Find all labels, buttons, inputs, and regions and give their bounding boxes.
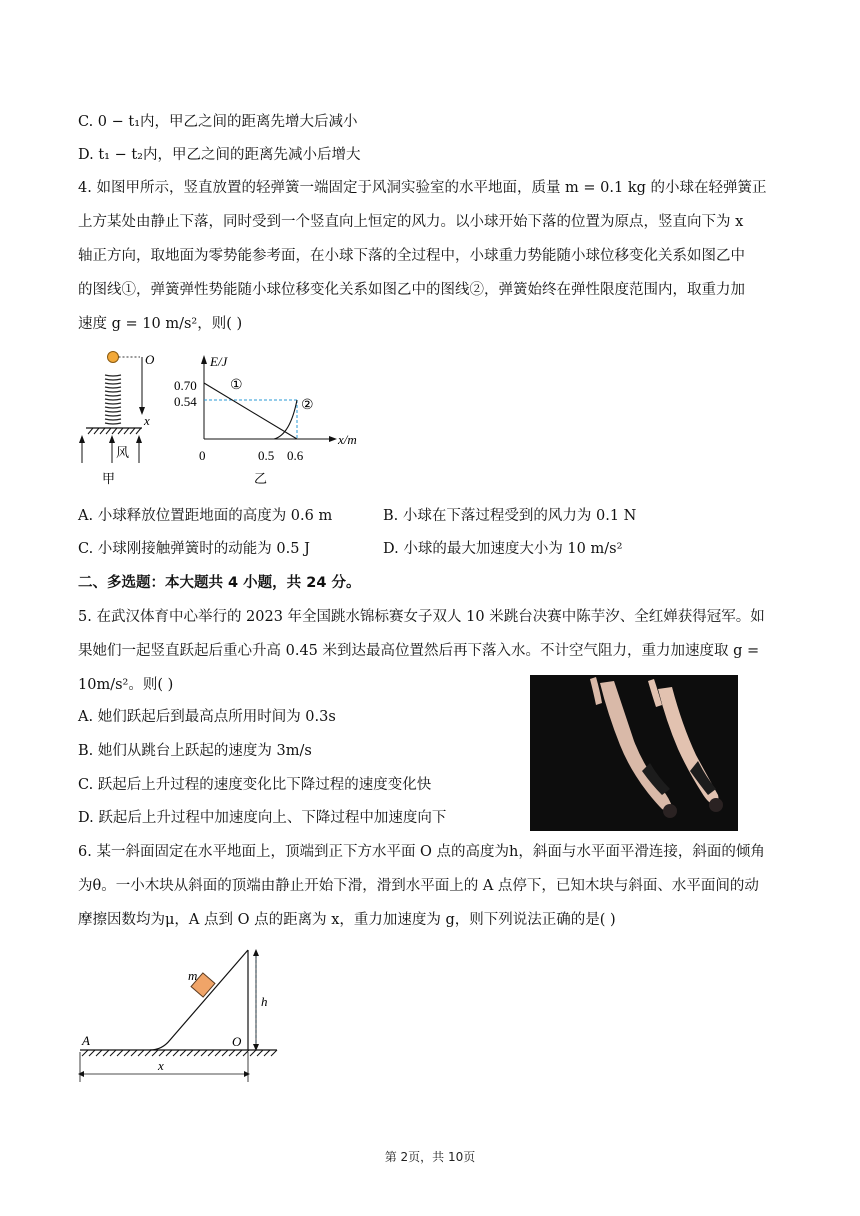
q6-stem-line-1: 6. 某一斜面固定在水平地面上，顶端到正下方水平面 O 点的高度为h，斜面与水平面平滑连接，斜面的倾角	[78, 844, 765, 860]
q4-option-a: A. 小球释放位置距地面的高度为 0.6 m	[78, 508, 333, 524]
ball	[108, 352, 119, 363]
q4-option-d: D. 小球的最大加速度大小为 10 m/s²	[383, 541, 623, 557]
origin-label: 0	[199, 448, 206, 463]
q5-option-d: D. 跃起后上升过程中加速度向上、下降过程中加速度向下	[78, 810, 447, 826]
q6-figure-incline	[72, 940, 292, 1090]
label-o: O	[145, 352, 155, 367]
q6-stem-line-2: 为θ。一小木块从斜面的顶端由静止开始下滑，滑到水平面上的 A 点停下，已知木块与斜面、水平面间的动	[78, 878, 759, 894]
x-tick-06: 0.6	[287, 448, 304, 463]
q4-option-b: B. 小球在下落过程受到的风力为 0.1 N	[383, 508, 637, 524]
q6-stem-line-3: 摩擦因数均为μ，A 点到 O 点的距离为 x，重力加速度为 g，则下列说法正确的是( )	[78, 912, 616, 928]
y-tick-054: 0.54	[174, 394, 197, 409]
label-a: A	[82, 1033, 90, 1048]
q3-option-c: C. 0 − t₁内，甲乙之间的距离先增大后减小	[78, 114, 358, 130]
q5-stem-line-2: 果她们一起竖直跃起后重心升高 0.45 米到达最高位置然后再下落入水。不计空气阻力，重力加速度取 g =	[78, 643, 760, 659]
spring	[105, 375, 121, 424]
page-footer: 第 2页，共 10页	[384, 1150, 476, 1164]
label-m: m	[188, 968, 198, 983]
q5-option-a: A. 她们跃起后到最高点所用时间为 0.3s	[78, 709, 336, 725]
q5-option-c: C. 跃起后上升过程的速度变化比下降过程的速度变化快	[78, 777, 432, 793]
label-o: O	[232, 1034, 242, 1049]
label-x: x	[158, 1058, 164, 1073]
divers-silhouettes	[530, 675, 738, 831]
q4-stem-line-1: 4. 如图甲所示，竖直放置的轻弹簧一端固定于风洞实验室的水平地面，质量 m = 0.1 kg 的小球在轻弹簧正	[78, 180, 767, 196]
q4-figure-jia	[72, 345, 182, 485]
x-tick-05: 0.5	[258, 448, 275, 463]
y-axis-label: E/J	[210, 354, 228, 369]
q4-stem-line-2: 上方某处由静止下落，同时受到一个竖直向上恒定的风力。以小球开始下落的位置为原点，竖直向下为 x	[78, 214, 744, 230]
caption-yi: 乙	[254, 471, 268, 486]
q4-figure-yi	[170, 345, 370, 490]
x-axis-label: x/m	[338, 432, 357, 447]
curve-1-label: ①	[230, 378, 243, 393]
section-heading-multiple-choice: 二、多选题：本大题共 4 小题，共 24 分。	[78, 575, 361, 591]
divers-photo	[530, 675, 738, 831]
label-wind: 风	[116, 445, 130, 460]
q5-option-b: B. 她们从跳台上跃起的速度为 3m/s	[78, 743, 312, 759]
q4-option-c: C. 小球刚接触弹簧时的动能为 0.5 J	[78, 541, 310, 557]
label-x: x	[144, 413, 150, 428]
caption-jia: 甲	[102, 471, 116, 485]
q4-stem-line-3: 轴正方向，取地面为零势能参考面，在小球下落的全过程中，小球重力势能随小球位移变化关系如图乙中	[78, 248, 745, 264]
curve-1-gravity-pe	[204, 383, 297, 439]
q5-stem-line-1: 5. 在武汉体育中心举行的 2023 年全国跳水锦标赛女子双人 10 米跳台决赛中陈芋汐、全红婵获得冠军。如	[78, 609, 765, 625]
curve-2-label: ②	[301, 398, 314, 413]
y-tick-070: 0.70	[174, 378, 197, 393]
label-h: h	[261, 994, 268, 1009]
q3-option-d: D. t₁ − t₂内，甲乙之间的距离先减小后增大	[78, 147, 361, 163]
curve-2-spring-pe	[274, 400, 297, 439]
q4-stem-line-4: 的图线①，弹簧弹性势能随小球位移变化关系如图乙中的图线②，弹簧始终在弹性限度范围内，取重力加	[78, 282, 745, 298]
q4-stem-line-5: 速度 g = 10 m/s²，则( )	[78, 316, 243, 332]
q5-stem-line-3: 10m/s²。则( )	[78, 677, 174, 693]
